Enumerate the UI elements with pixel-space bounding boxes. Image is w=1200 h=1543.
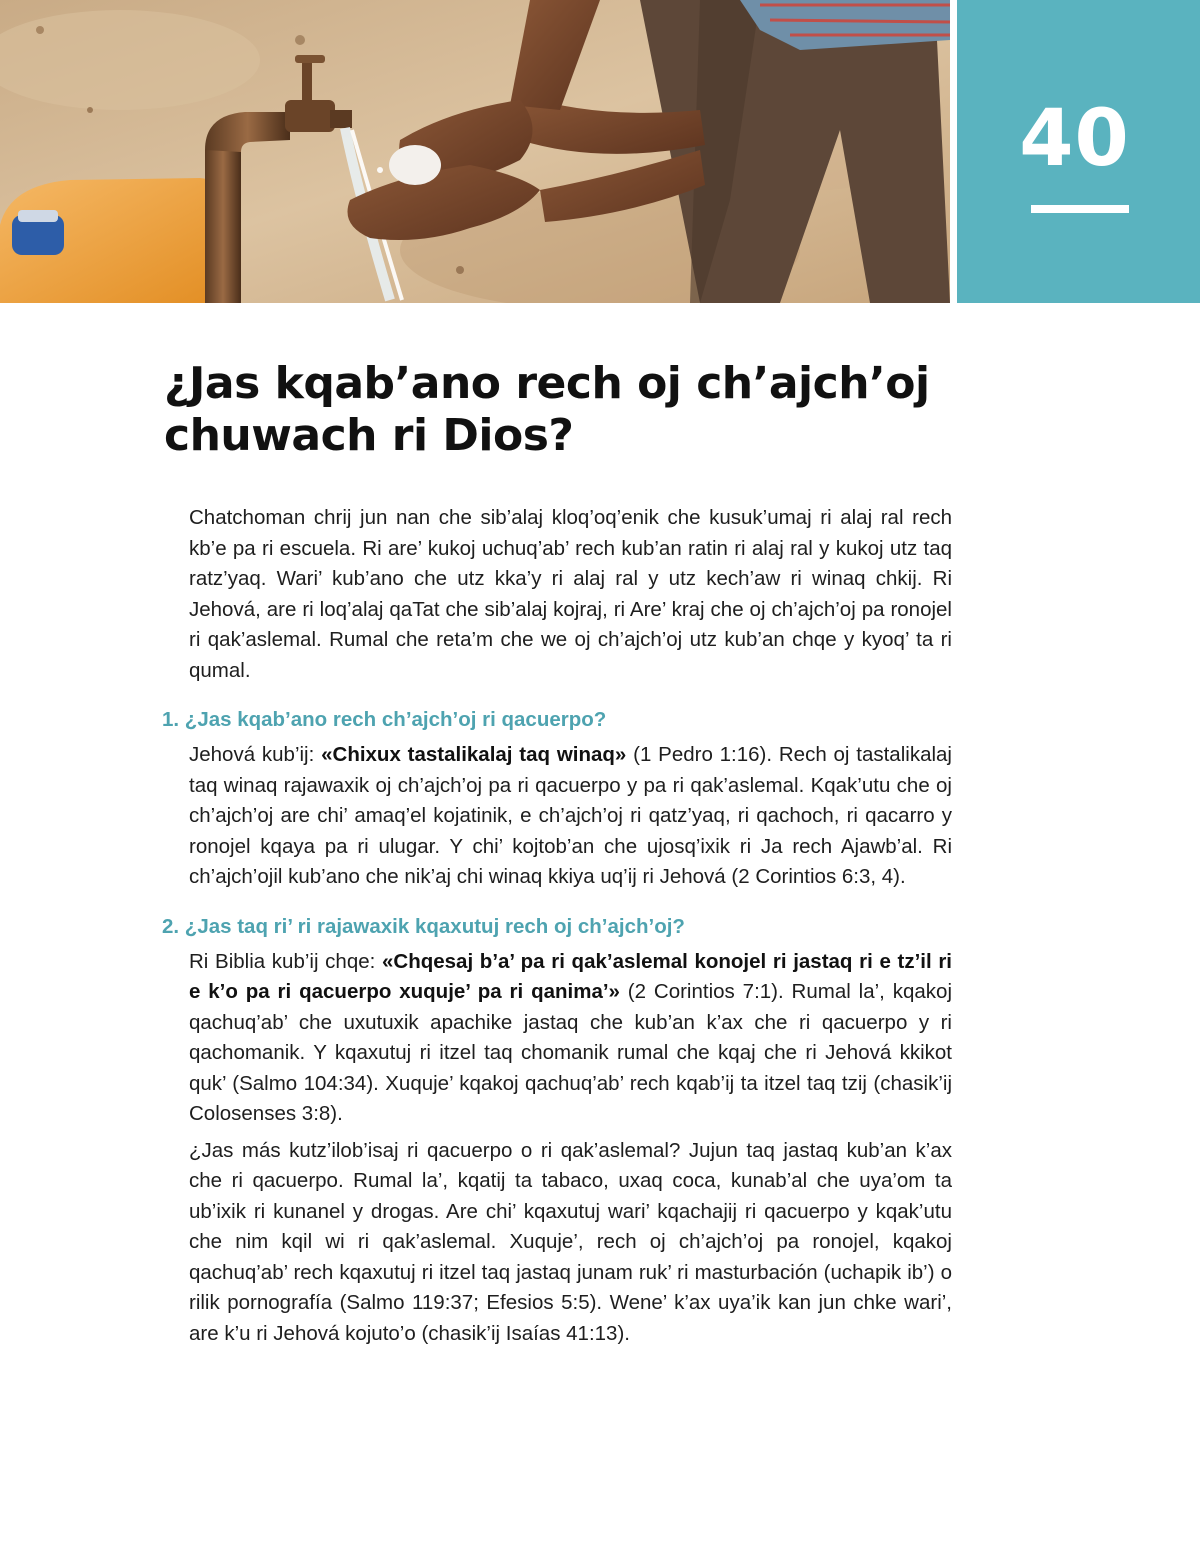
para-text-before: Jehová kub’ij: xyxy=(189,743,322,766)
lesson-body xyxy=(162,503,952,1349)
section-1-paragraph-1 xyxy=(189,740,952,893)
scripture-quote: «Chqesaj b’a’ pa ri qak’aslemal konojel ri jastaq ri e tz’il ri e k’o pa ri qacuerpo xuquje’ pa ri qanima’» xyxy=(189,949,952,1003)
lesson-number: 40 xyxy=(1019,94,1130,184)
intro-paragraph: Chatchoman chrij jun nan che sib’alaj kloq’oq’enik che kusuk’umaj ri alaj ral rech kb’e pa ri escuela. Ri are’ kukoj uchuq’ab’ rech kub’an ratin ri alaj ral y kukoj utz taq ratz’yaq. Wari’ kub’ano che utz kka’y ri alaj ral y utz kech’aw ri winaq chkij. Ri Jehová, are ri loq’alaj qaTat che sib’alaj kojraj, ri Are’ kraj che oj ch’ajch’oj pa ronojel ri qak’aslemal. Rumal che reta’m che we oj ch’ajch’oj utz kub’an chqe y kyoq’ ta ri qumal. xyxy=(189,506,952,682)
badge-underline xyxy=(1031,205,1129,213)
lesson-number-badge xyxy=(957,0,1200,303)
para-text-after: (2 Corintios 7:1). Rumal la’, kqakoj qachuq’ab’ che uxutuxik apachike jastaq che kub’an k’ax che ri qacuerpo y ri qachomanik. Y kqaxutuj ri itzel taq chomanik rumal che kqaj che ri Jehová kkikot quk’ (Salmo 104:34). Xuquje’ kqakoj qachuq’ab’ rech kqab’ij ta itzel taq tzij (chasik’ij Colosenses 3:8). xyxy=(189,980,952,1125)
hand-washing-photo xyxy=(0,0,950,303)
para-text-before: ¿Jas más kutz’ilob’isaj ri qacuerpo o ri qak’aslemal? Jujun taq jastaq kub’an k’ax che ri qacuerpo. Rumal la’, kqatij ta tabaco, uxaq coca, kunab’al che uya’om ta ub’ixik ri kunanel y drogas. Are chi’ kqaxutuj wari’ kqachajij ri qacuerpo y kqak’utu che nim kqil wi ri qak’aslemal. Xuquje’, rech oj ch’ajch’oj pa ronojel, kqakoj qachuq’ab’ rech kqaxutuj ri itzel taq jastaq junam ruk’ ri masturbación (uchapik ib’) o rilik pornografía (Salmo 119:37; Efesios 5:5). Wene’ k’ax uya’ik kan jun chke wari’, are k’u ri Jehová kojuto’o (chasik’ij Isaías 41:13). xyxy=(189,1138,952,1345)
para-text-after: (1 Pedro 1:16). Rech oj tastalikalaj taq winaq rajawaxik oj ch’ajch’oj pa ri qacuerpo y pa ri qak’aslemal. Kqak’utu che oj ch’ajch’oj are chi’ amaq’el kojatinik, e ch’ajch’oj ri qatz’yaq, ri qachoch, ri qacarro y ronojel kqaya pa ri ulugar. Y chi’ kojtob’an che ujosq’ixik ri Ja rech Ajawb’al. Ri ch’ajch’ojil kub’ano che nik’aj chi winaq kkiya uq’ij ri Jehová (2 Corintios 6:3, 4). xyxy=(189,743,952,888)
section-2-paragraph-1 xyxy=(189,947,952,1130)
title-line-1: ¿Jas kqab’ano rech oj ch’ajch’oj xyxy=(164,358,930,409)
scripture-quote: «Chixux tastalikalaj taq winaq» xyxy=(321,743,627,766)
question-2-heading: 2. ¿Jas taq ri’ ri rajawaxik kqaxutuj rech oj ch’ajch’oj? xyxy=(162,914,685,938)
section-2-paragraph-2 xyxy=(189,1136,952,1350)
question-1-heading: 1. ¿Jas kqab’ano rech ch’ajch’oj ri qacuerpo? xyxy=(162,708,607,731)
header-photo xyxy=(0,0,950,303)
page-title xyxy=(164,358,1004,462)
title-line-2: chuwach ri Dios? xyxy=(164,410,574,461)
para-text-before: Ri Biblia kub’ij chqe: xyxy=(189,949,382,973)
